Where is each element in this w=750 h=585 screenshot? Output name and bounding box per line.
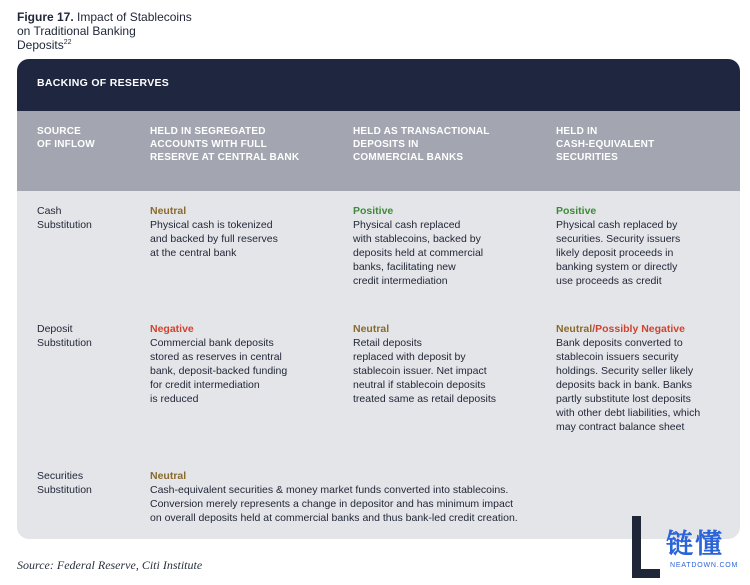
table-band-title: BACKING OF RESERVES xyxy=(17,59,740,111)
row-source-label: Securities Substitution xyxy=(37,470,92,496)
cell-text: Physical cash replaced by securities. Security issuers likely deposit proceeds in banking system or directly use proceeds as credit xyxy=(556,219,681,287)
row-source-label: Deposit Substitution xyxy=(37,323,92,349)
header-source: SOURCE OF INFLOW xyxy=(37,126,95,150)
status-label: Neutral xyxy=(353,323,390,335)
status-label xyxy=(556,322,736,336)
status-separator: / xyxy=(592,323,596,335)
table-header-row xyxy=(17,111,740,191)
cell-text: Cash-equivalent securities & money market funds converted into stablecoins. Conversion merely represents a change in depositor and has minimum impact on overall deposits held at commercial banks and thus bank-led credit creation. xyxy=(150,484,518,524)
figure-label: Figure 17. xyxy=(17,10,74,24)
cell-text: Retail deposits replaced with deposit by stablecoin issuer. Net impact neutral if stablecoin deposits treated same as retail deposits xyxy=(353,337,496,405)
figure-title-line3: Deposits xyxy=(17,38,64,52)
header-col1: HELD IN SEGREGATED ACCOUNTS WITH FULL RESERVE AT CENTRAL BANK xyxy=(150,126,300,163)
row-source-label: Cash Substitution xyxy=(37,205,92,231)
watermark-text: 链懂 xyxy=(666,529,724,559)
table-cell xyxy=(150,204,335,260)
status-label: Neutral xyxy=(150,205,187,217)
footnote-ref: 22 xyxy=(63,39,72,46)
cell-text: Commercial bank deposits stored as reserves in central bank, deposit-backed funding for credit intermediation is reduced xyxy=(150,337,288,405)
status-neutral: Neutral xyxy=(556,323,593,335)
header-col2: HELD AS TRANSACTIONAL DEPOSITS IN COMMERCIAL BANKS xyxy=(353,126,490,163)
figure-title-line2: on Traditional Banking xyxy=(17,24,136,38)
watermark-sub: NEATDOWN.COM xyxy=(670,562,739,569)
status-possibly-negative: Possibly Negative xyxy=(595,323,685,335)
status-label: Positive xyxy=(353,205,394,217)
status-label: Positive xyxy=(556,205,597,217)
table-cell xyxy=(150,322,335,406)
table-cell xyxy=(353,322,543,406)
status-label: Negative xyxy=(150,323,194,335)
header-col3: HELD IN CASH-EQUIVALENT SECURITIES xyxy=(556,126,655,163)
status-label: Neutral xyxy=(150,470,187,482)
table-cell xyxy=(556,322,736,434)
table-cell xyxy=(556,204,736,288)
reserves-table xyxy=(17,59,740,539)
watermark-logo xyxy=(630,516,745,580)
cell-text: Physical cash replaced with stablecoins, backed by deposits held at commercial banks, facilitating new credit intermediation xyxy=(353,219,484,287)
table-cell xyxy=(353,204,543,288)
cell-text: Physical cash is tokenized and backed by full reserves at the central bank xyxy=(150,219,278,259)
figure-title-line1: Impact of Stablecoins xyxy=(77,10,192,24)
table-cell xyxy=(150,469,590,525)
source-note: Source: Federal Reserve, Citi Institute xyxy=(17,558,203,572)
L-logo-icon xyxy=(632,516,660,578)
cell-text: Bank deposits converted to stablecoin issuers security holdings. Security seller likely deposits back in bank. Banks partly substitute lost deposits with other debt liabilities, which may contract balance sheet xyxy=(556,337,701,433)
figure-title xyxy=(17,10,192,52)
